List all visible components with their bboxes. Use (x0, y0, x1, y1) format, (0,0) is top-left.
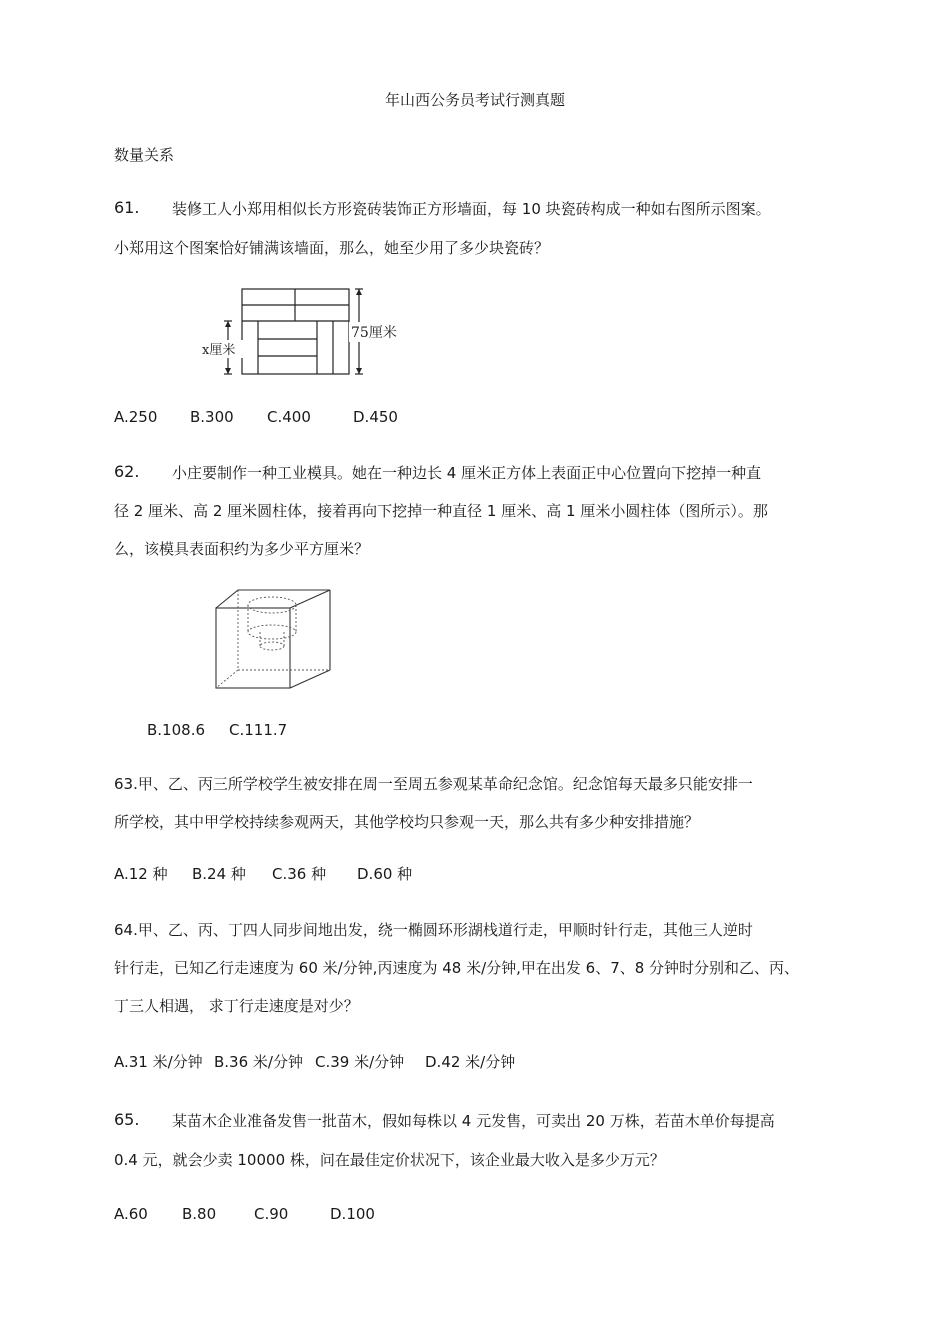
q61-options (114, 407, 398, 427)
q64-option-a: A.31 米/分钟 (114, 1053, 203, 1071)
q62-line3: 么，该模具表面积约为多少平方厘米？ (114, 540, 370, 558)
q64-options (114, 1052, 515, 1072)
q65-options (114, 1204, 375, 1224)
q63-line2: 所学校，其中甲学校持续参观两天，其他学校均只参观一天，那么共有多少种安排措施？ (114, 813, 700, 831)
q65-line1: 某苗木企业准备发售一批苗木，假如每株以 4 元发售，可卖出 20 万株，若苗木单价每提高 (172, 1112, 775, 1130)
q61-tile-figure (195, 282, 415, 382)
q65-option-c: C.90 (254, 1205, 289, 1223)
q65-option-b: B.80 (182, 1205, 217, 1223)
q62-option-b: B.108.6 (147, 721, 206, 739)
q65-number: 65. (114, 1110, 140, 1129)
section-heading: 数量关系 (114, 146, 175, 164)
q61-option-d: D.450 (353, 408, 398, 426)
q61-label-x: x厘米 (202, 343, 236, 358)
q64-option-d: D.42 米/分钟 (425, 1053, 516, 1071)
q61-line1: 装修工人小郑用相似长方形瓷砖装饰正方形墙面，每 10 块瓷砖构成一种如右图所示图案。 (172, 200, 771, 218)
q61-option-a: A.250 (114, 408, 158, 426)
q65-option-d: D.100 (330, 1205, 375, 1223)
q61-option-b: B.300 (190, 408, 234, 426)
q61-option-c: C.400 (267, 408, 311, 426)
q65-line2: 0.4 元，就会少卖 10000 株，问在最佳定价状况下，该企业最大收入是多少万元？ (114, 1151, 665, 1169)
q61-number: 61. (114, 198, 140, 217)
q63-option-a: A.12 种 (114, 865, 168, 883)
q65-option-a: A.60 (114, 1205, 148, 1223)
q63-options (114, 864, 412, 884)
q62-line2: 径 2 厘米、高 2 厘米圆柱体，接着再向下挖掉一种直径 1 厘米、高 1 厘米小圆柱体（图所示）。那 (114, 502, 768, 520)
q62-options (147, 720, 287, 740)
q61-line2: 小郑用这个图案恰好铺满该墙面，那么，她至少用了多少块瓷砖？ (114, 239, 550, 257)
q64-option-b: B.36 米/分钟 (214, 1053, 303, 1071)
q62-number: 62. (114, 462, 140, 481)
q64-line2: 针行走，已知乙行走速度为 60 米/分钟,丙速度为 48 米/分钟,甲在出发 6、7、8 分钟时分别和乙、丙、 (114, 959, 800, 977)
q62-line1: 小庄要制作一种工业模具。她在一种边长 4 厘米正方体上表面正中心位置向下挖掉一种直 (172, 464, 762, 482)
q63-line1: 63.甲、乙、丙三所学校学生被安排在周一至周五参观某革命纪念馆。纪念馆每天最多只能安排一 (114, 775, 753, 793)
q62-option-c: C.111.7 (229, 721, 288, 739)
q61-label-75: 75厘米 (351, 325, 397, 341)
q63-option-b: B.24 种 (192, 865, 246, 883)
q64-line3: 丁三人相遇， 求丁行走速度是对少？ (114, 997, 359, 1015)
q62-cube-figure (210, 586, 340, 696)
q64-option-c: C.39 米/分钟 (315, 1053, 405, 1071)
q63-option-d: D.60 种 (357, 865, 413, 883)
q64-line1: 64.甲、乙、丙、丁四人同步间地出发，绕一椭圆环形湖栈道行走，甲顺时针行走，其他三人逆时 (114, 921, 753, 939)
document-title: 年山西公务员考试行测真题 (384, 91, 565, 109)
q63-option-c: C.36 种 (272, 865, 327, 883)
